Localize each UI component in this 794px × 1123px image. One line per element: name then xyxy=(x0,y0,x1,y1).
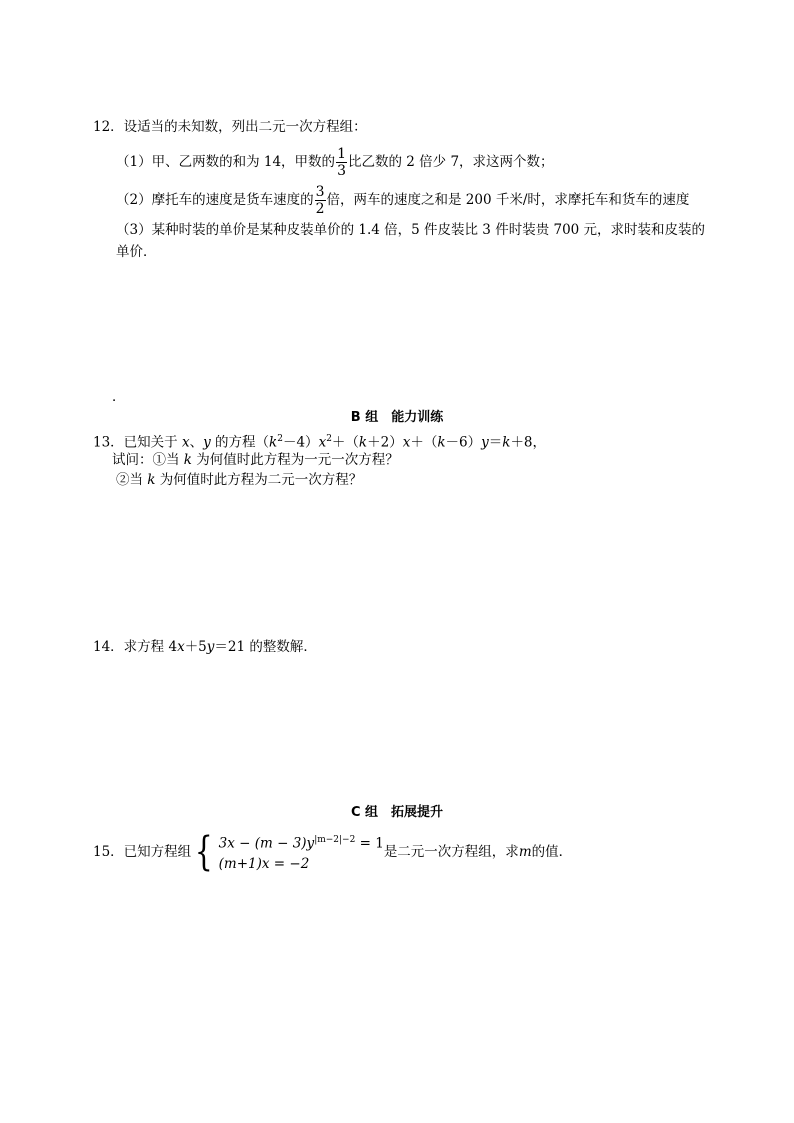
system-equation-2: (m+1)x = −2 xyxy=(218,855,310,872)
q12-part2: （2）摩托车的速度是货车速度的 $\frac{3}{2}$ 倍，两车的速度之和是 200 千米/时，求摩托车和货车的速度 xyxy=(116,184,690,217)
q12-part1: （1）甲、乙两数的和为 14，甲数的 $\frac{1}{3}$ 比乙数的 2 倍少 7，求这两个数； xyxy=(116,146,554,179)
system-equation-1: $3x - (m - 3)y^{|m-2|-2} = 1$ xyxy=(218,835,384,852)
q13-ask-2: ②当 k 为何值时此方程为二元一次方程？ xyxy=(116,472,363,488)
equation-system xyxy=(191,830,384,874)
q12-part3-line1: （3）某种时装的单价是某种皮装单价的 1.4 倍，5 件皮装比 3 件时装贵 700 元，求时装和皮装的 xyxy=(116,222,706,238)
fraction-three-halves: $\frac{3}{2}$ xyxy=(315,184,325,217)
group-c-heading: C 组 拓展提升 xyxy=(350,805,444,820)
q13-stem: 13．已知关于 x、y 的方程$(k^2-4)x^2+(k+2)x+(k-6)y=k+8$， xyxy=(93,434,547,451)
q12-part3-line2: 单价． xyxy=(116,244,157,260)
group-b-heading: B 组 能力训练 xyxy=(350,410,444,425)
fraction-one-third: $\frac{1}{3}$ xyxy=(337,146,346,179)
left-brace: { xyxy=(195,829,213,875)
q12-stem: 12．设适当的未知数，列出二元一次方程组： xyxy=(93,119,367,135)
q14-text: 14．求方程 4x＋5y＝21 的整数解． xyxy=(93,639,317,655)
q13-ask-1: 试问：①当 k 为何值时此方程为一元一次方程？ xyxy=(112,452,399,468)
q15-text: 15．已知方程组 { $3x - (m - 3)y^{|m-2|-2} = 1$ (m+1)x = −2 是二元一次方程组，求 m 的值． xyxy=(93,829,573,875)
stray-dot: ． xyxy=(112,389,126,405)
